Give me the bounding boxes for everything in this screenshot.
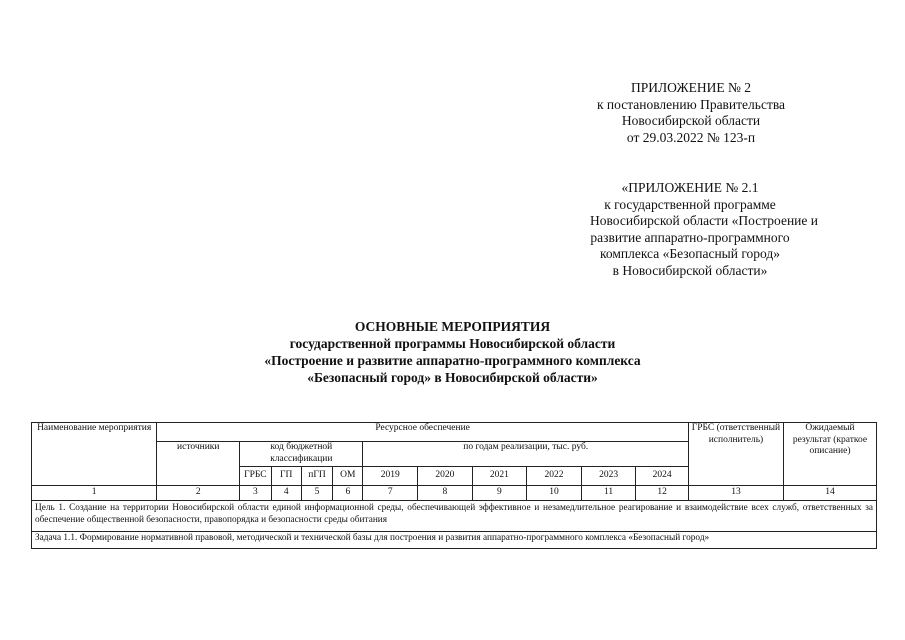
- header-sources: источники: [157, 442, 240, 486]
- heading-line: «Построение и развитие аппаратно-программного комплекса: [264, 353, 641, 368]
- appendix-line: в Новосибирской области»: [612, 262, 768, 278]
- header-expected-result: Ожидаемый результат (краткое описание): [783, 423, 876, 486]
- header-by-years: по годам реализации, тыс. руб.: [363, 442, 688, 467]
- document-heading: [0, 318, 905, 386]
- column-number: 12: [636, 486, 689, 501]
- goal-row: [32, 501, 877, 532]
- header-year: 2022: [527, 467, 582, 486]
- appendix-2-reference: [586, 80, 796, 146]
- column-number: 10: [527, 486, 582, 501]
- appendix-line: к государственной программе: [604, 196, 776, 212]
- appendix-line: развитие аппаратно-программного: [590, 229, 790, 245]
- task-text: Задача 1.1. Формирование нормативной правовой, методической и технической базы для построения и развития аппаратно-программного комплекса «Безопасный город»: [32, 532, 877, 549]
- column-number: 4: [271, 486, 301, 501]
- column-number: 14: [783, 486, 876, 501]
- table-header-row: [32, 423, 877, 442]
- header-code-gp: ГП: [271, 467, 301, 486]
- appendix-line: комплекса «Безопасный город»: [599, 246, 781, 261]
- appendix-line: от 29.03.2022 № 123-п: [626, 129, 756, 145]
- appendix-line: «ПРИЛОЖЕНИЕ № 2.1: [621, 180, 759, 195]
- appendix-line: Новосибирской области «Построение и: [590, 213, 818, 228]
- header-event-name: Наименование мероприятия: [32, 423, 157, 486]
- main-events-table: [31, 422, 877, 549]
- header-year: 2024: [636, 467, 689, 486]
- column-number: 13: [688, 486, 783, 501]
- header-year: 2019: [363, 467, 418, 486]
- appendix-2-1-reference: [590, 180, 818, 279]
- header-grbs-responsible: ГРБС (ответственный исполнитель): [688, 423, 783, 486]
- heading-line: государственной программы Новосибирской области: [289, 336, 616, 351]
- header-year: 2021: [472, 467, 527, 486]
- header-code-pgp: пГП: [301, 467, 332, 486]
- header-year: 2020: [418, 467, 473, 486]
- column-number-row: [32, 486, 877, 501]
- appendix-line: Новосибирской области: [621, 113, 761, 128]
- heading-title: ОСНОВНЫЕ МЕРОПРИЯТИЯ: [354, 319, 551, 334]
- goal-text: Цель 1. Создание на территории Новосибирской области единой информационной среды, обеспечивающей эффективное и незамедлительное реагирование и взаимодействие всех служб, ответственных за обеспечение общественной безопасности, правопорядка и безопасности среды обитания: [32, 501, 877, 532]
- header-year: 2023: [581, 467, 636, 486]
- task-row: [32, 532, 877, 549]
- appendix-line: ПРИЛОЖЕНИЕ № 2: [630, 80, 752, 95]
- header-budget-code: код бюджетной классификации: [240, 442, 363, 467]
- header-code-grbs: ГРБС: [240, 467, 271, 486]
- column-number: 3: [240, 486, 271, 501]
- column-number: 1: [32, 486, 157, 501]
- column-number: 6: [333, 486, 363, 501]
- column-number: 7: [363, 486, 418, 501]
- column-number: 8: [418, 486, 473, 501]
- column-number: 5: [301, 486, 332, 501]
- column-number: 11: [581, 486, 636, 501]
- column-number: 9: [472, 486, 527, 501]
- header-code-om: ОМ: [333, 467, 363, 486]
- header-resources: Ресурсное обеспечение: [157, 423, 689, 442]
- appendix-line: к постановлению Правительства: [596, 96, 786, 112]
- column-number: 2: [157, 486, 240, 501]
- heading-line: «Безопасный город» в Новосибирской области»: [307, 370, 598, 385]
